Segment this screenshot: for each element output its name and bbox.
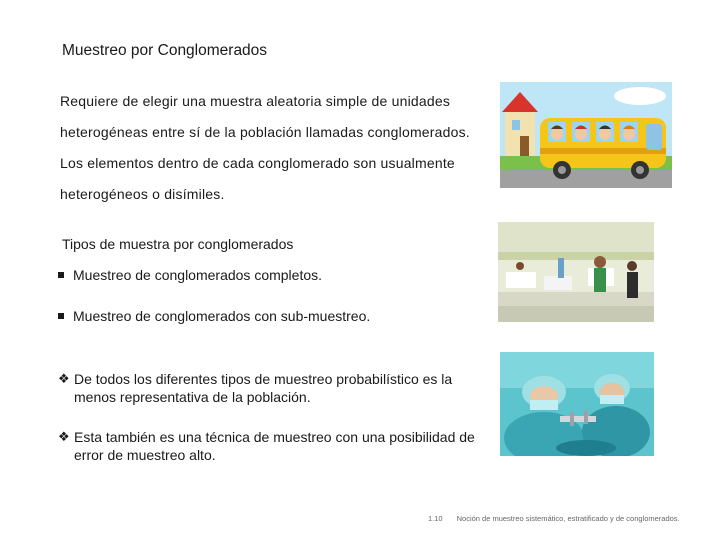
intro-line: Los elementos dentro de cada conglomerado son usualmente [60, 155, 455, 171]
page-number: 1.10 [428, 514, 443, 523]
diamond-bullet-icon: ❖ [58, 371, 70, 386]
note-item [58, 428, 478, 464]
diamond-bullet-icon: ❖ [58, 429, 70, 444]
intro-paragraph [60, 86, 476, 210]
types-heading: Tipos de muestra por conglomerados [62, 236, 294, 252]
page-title: Muestreo por Conglomerados [62, 42, 268, 59]
list-item-text: Muestreo de conglomerados con sub-muestreo. [73, 308, 371, 324]
note-text: De todos los diferentes tipos de muestreo probabilístico es la menos representativa de la población. [74, 371, 453, 405]
footer [428, 514, 680, 523]
list-item-text: Muestreo de conglomerados completos. [73, 267, 323, 283]
bullet-icon [58, 272, 64, 278]
school-bus-image [500, 82, 672, 188]
footer-caption: Noción de muestreo sistemático, estratificado y de conglomerados. [456, 514, 680, 523]
note-item [58, 370, 478, 406]
surgeons-image [500, 352, 654, 456]
intro-line: heterogéneas entre sí de la población llamadas conglomerados. [60, 124, 470, 140]
intro-line: heterogéneos o disímiles. [60, 186, 225, 202]
intro-line: Requiere de elegir una muestra aleatoria simple de unidades [60, 93, 451, 109]
hospital-ward-image [498, 222, 654, 322]
bullet-icon [58, 313, 64, 319]
list-item [58, 308, 370, 324]
list-item [58, 267, 322, 283]
note-text: Esta también es una técnica de muestreo con una posibilidad de error de muestreo alto. [74, 429, 475, 463]
